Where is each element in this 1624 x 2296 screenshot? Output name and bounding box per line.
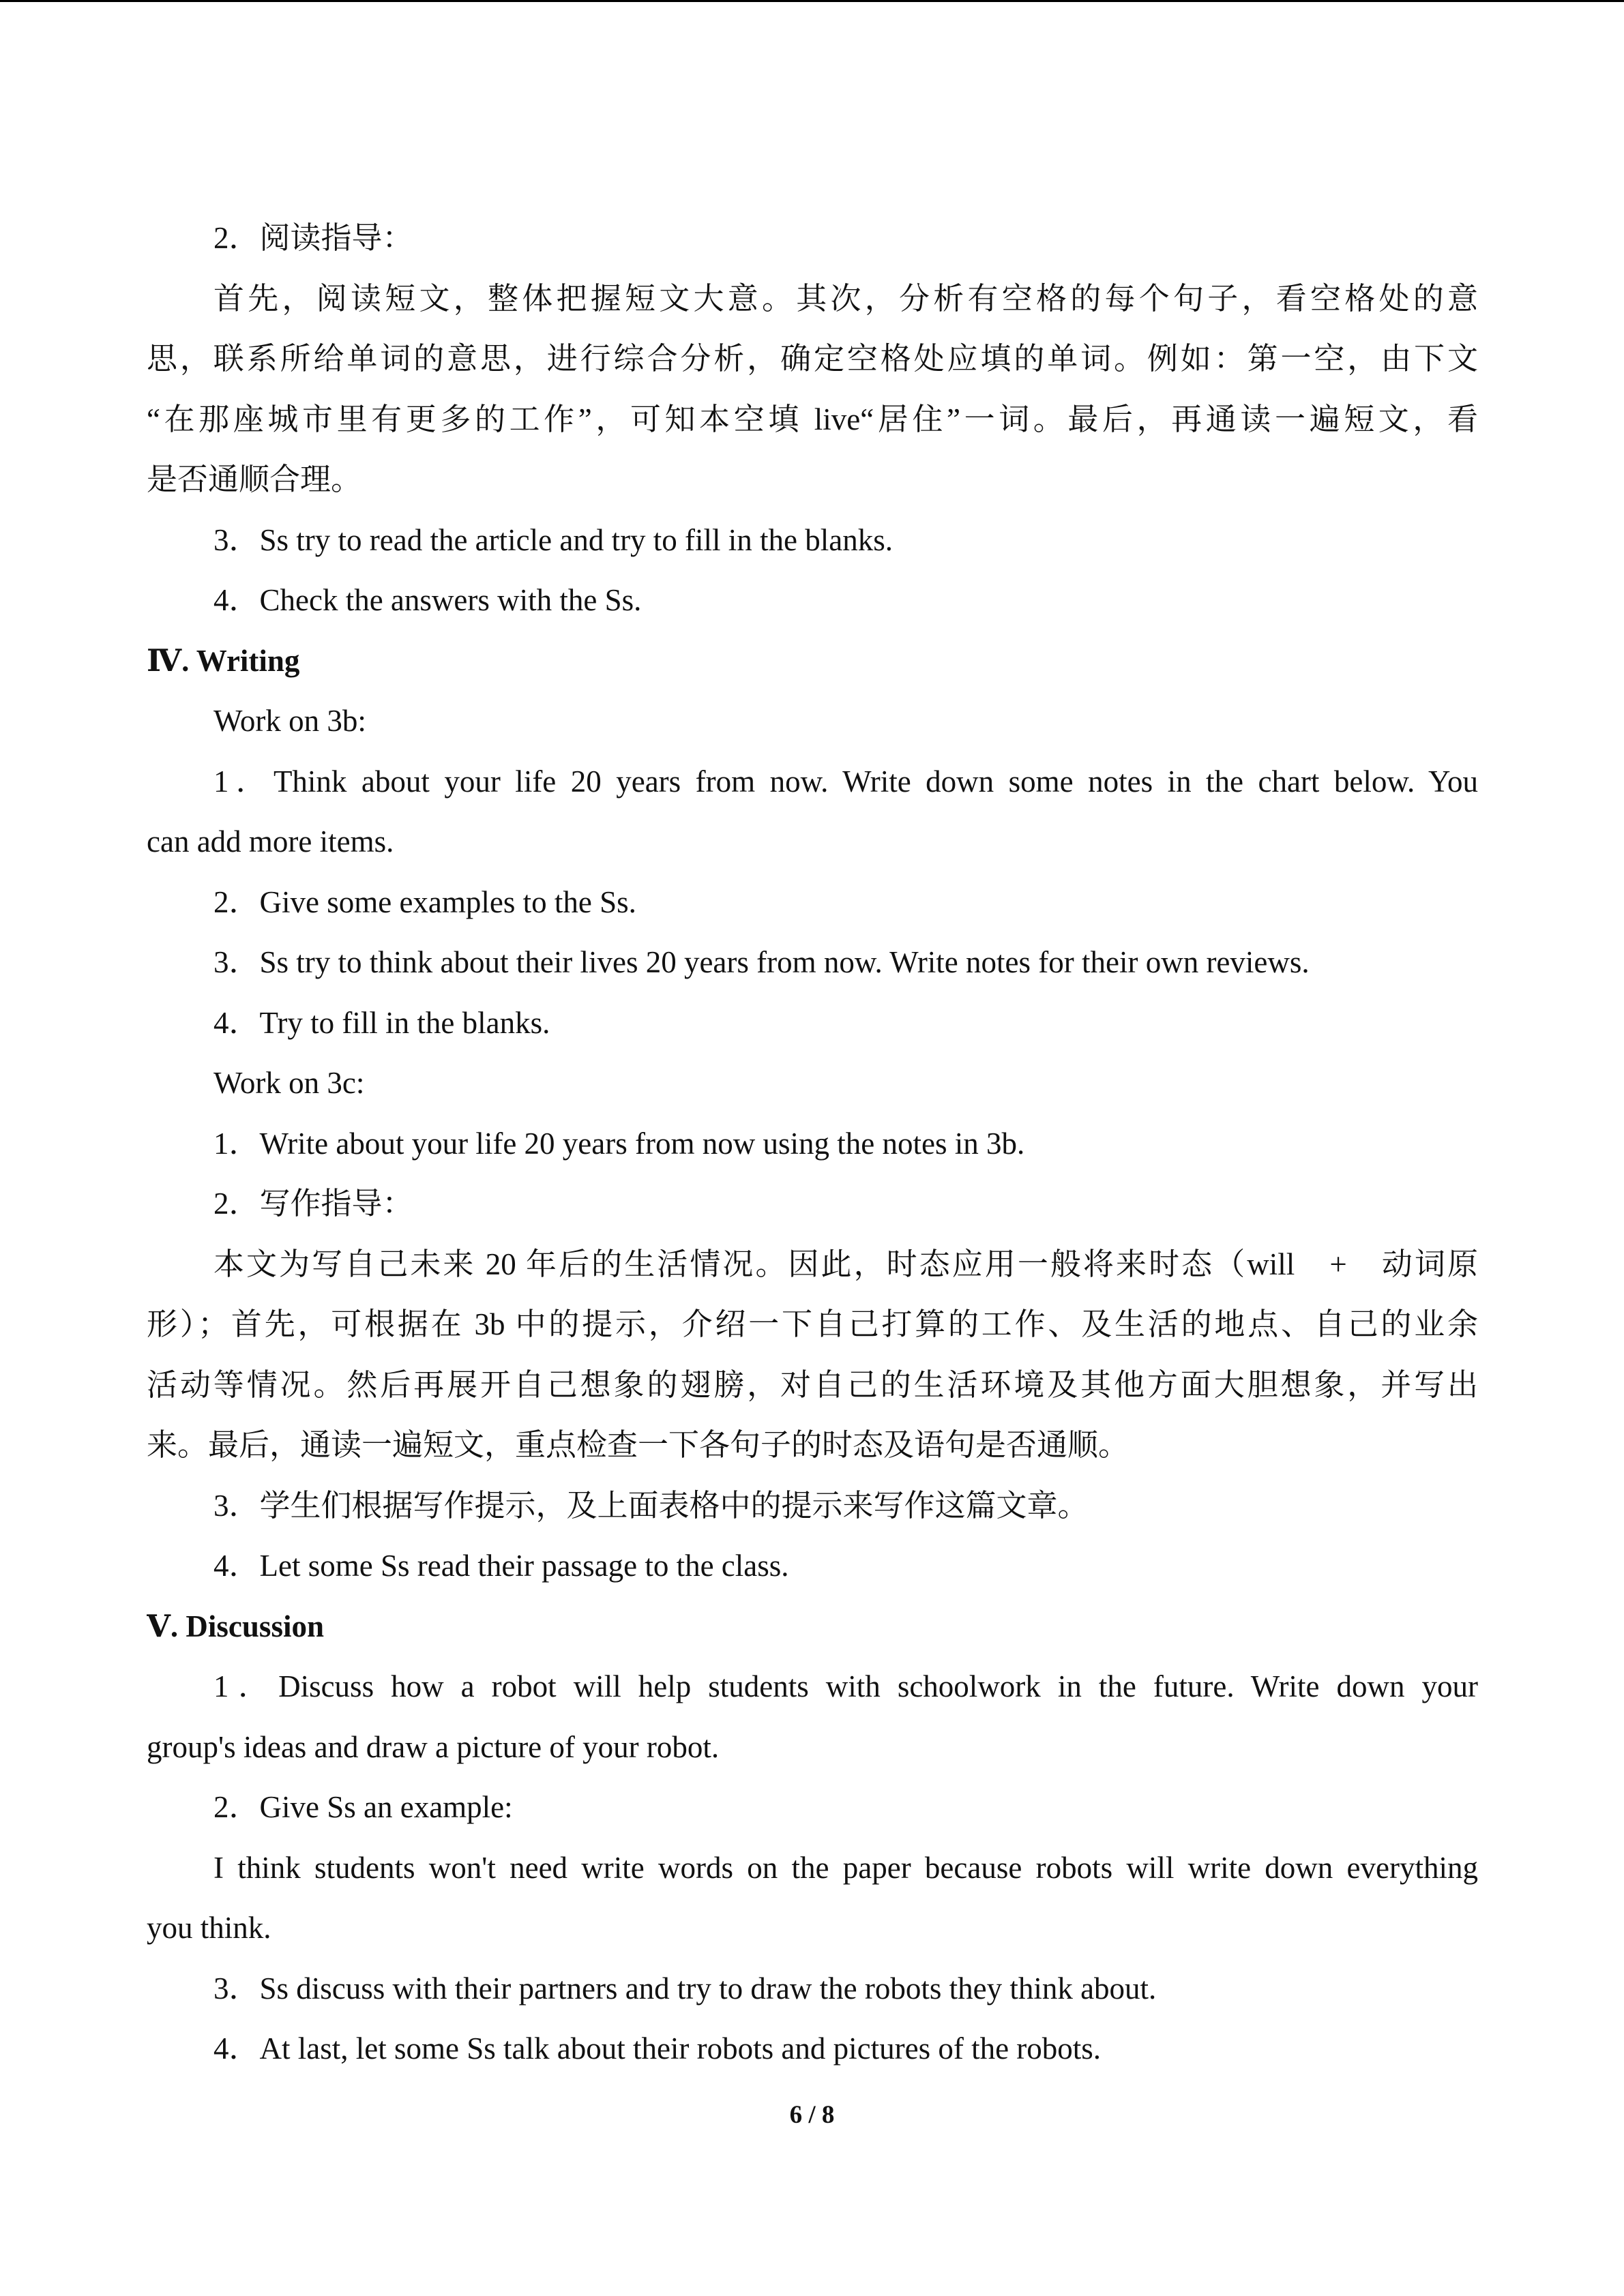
discussion-example-line-2: you think. (147, 1911, 271, 1945)
section-heading-discussion: Ⅴ. Discussion (147, 1609, 324, 1643)
writing-guide-heading: 2．写作指导： (213, 1187, 413, 1221)
writing-3b-step-1-line-1: 1．Think about your life 20 years from now. Write down some notes in the chart below. You (213, 764, 1478, 799)
writing-guide-paragraph-line-4: 来。最后，通读一遍短文，重点检查一下各句子的时态及语句是否通顺。 (147, 1428, 1130, 1462)
discussion-example-line-1: I think students won't need write words on the paper because robots will write down everything (213, 1850, 1478, 1885)
writing-guide-paragraph-line-1: 本文为写自己未来 20 年后的生活情况。因此，时态应用一般将来时态（will + 动词原 (213, 1247, 1478, 1281)
page-number: 6 / 8 (789, 2101, 835, 2129)
reading-step-3: 3．Ss try to read the article and try to fill in the blanks. (213, 522, 894, 557)
writing-3b-step-4: 4．Try to fill in the blanks. (213, 1005, 550, 1040)
discussion-step-4: 4．At last, let some Ss talk about their robots and pictures of the robots. (213, 2031, 1102, 2066)
writing-3c-step-3: 3．学生们根据写作提示，及上面表格中的提示来写作这篇文章。 (213, 1488, 1089, 1523)
section-heading-writing: Ⅳ. Writing (147, 643, 300, 678)
discussion-step-1-line-2: group's ideas and draw a picture of your robot. (147, 1729, 720, 1764)
work-on-3c-label: Work on 3c: (213, 1066, 365, 1100)
reading-step-4: 4．Check the answers with the Ss. (213, 583, 642, 617)
discussion-step-1-line-1: 1．Discuss how a robot will help students with schoolwork in the future. Write down your (213, 1669, 1478, 1703)
reading-guide-paragraph-line-4: 是否通顺合理。 (147, 462, 362, 496)
writing-3b-step-3: 3．Ss try to think about their lives 20 years from now. Write notes for their own reviews. (213, 945, 1310, 979)
work-on-3b-label: Work on 3b: (213, 704, 366, 738)
writing-3b-step-1-line-2: can add more items. (147, 824, 394, 859)
reading-guide-paragraph-line-2: 思，联系所给单词的意思，进行综合分析，确定空格处应填的单词。例如：第一空，由下文 (147, 342, 1478, 376)
writing-3c-step-1: 1．Write about your life 20 years from now using the notes in 3b. (213, 1126, 1025, 1161)
discussion-step-2: 2．Give Ss an example: (213, 1790, 513, 1824)
writing-guide-paragraph-line-3: 活动等情况。然后再展开自己想象的翅膀，对自己的生活环境及其他方面大胆想象，并写出 (147, 1367, 1478, 1402)
writing-3b-step-2: 2．Give some examples to the Ss. (213, 884, 636, 919)
writing-3c-step-4: 4．Let some Ss read their passage to the class. (213, 1549, 789, 1583)
reading-guide-heading: 2．阅读指导： (213, 221, 413, 255)
writing-guide-paragraph-line-2: 形）；首先，可根据在 3b 中的提示，介绍一下自己打算的工作、及生活的地点、自己的业余 (147, 1307, 1478, 1341)
top-border-rule (0, 0, 1624, 2)
reading-guide-paragraph-line-3: “在那座城市里有更多的工作”，可知本空填 live“居住”一词。最后，再通读一遍短文，看 (147, 402, 1478, 436)
discussion-step-3: 3．Ss discuss with their partners and try to draw the robots they think about. (213, 1971, 1157, 2006)
reading-guide-paragraph-line-1: 首先，阅读短文，整体把握短文大意。其次，分析有空格的每个句子，看空格处的意 (213, 281, 1478, 316)
document-body (147, 208, 1478, 2079)
